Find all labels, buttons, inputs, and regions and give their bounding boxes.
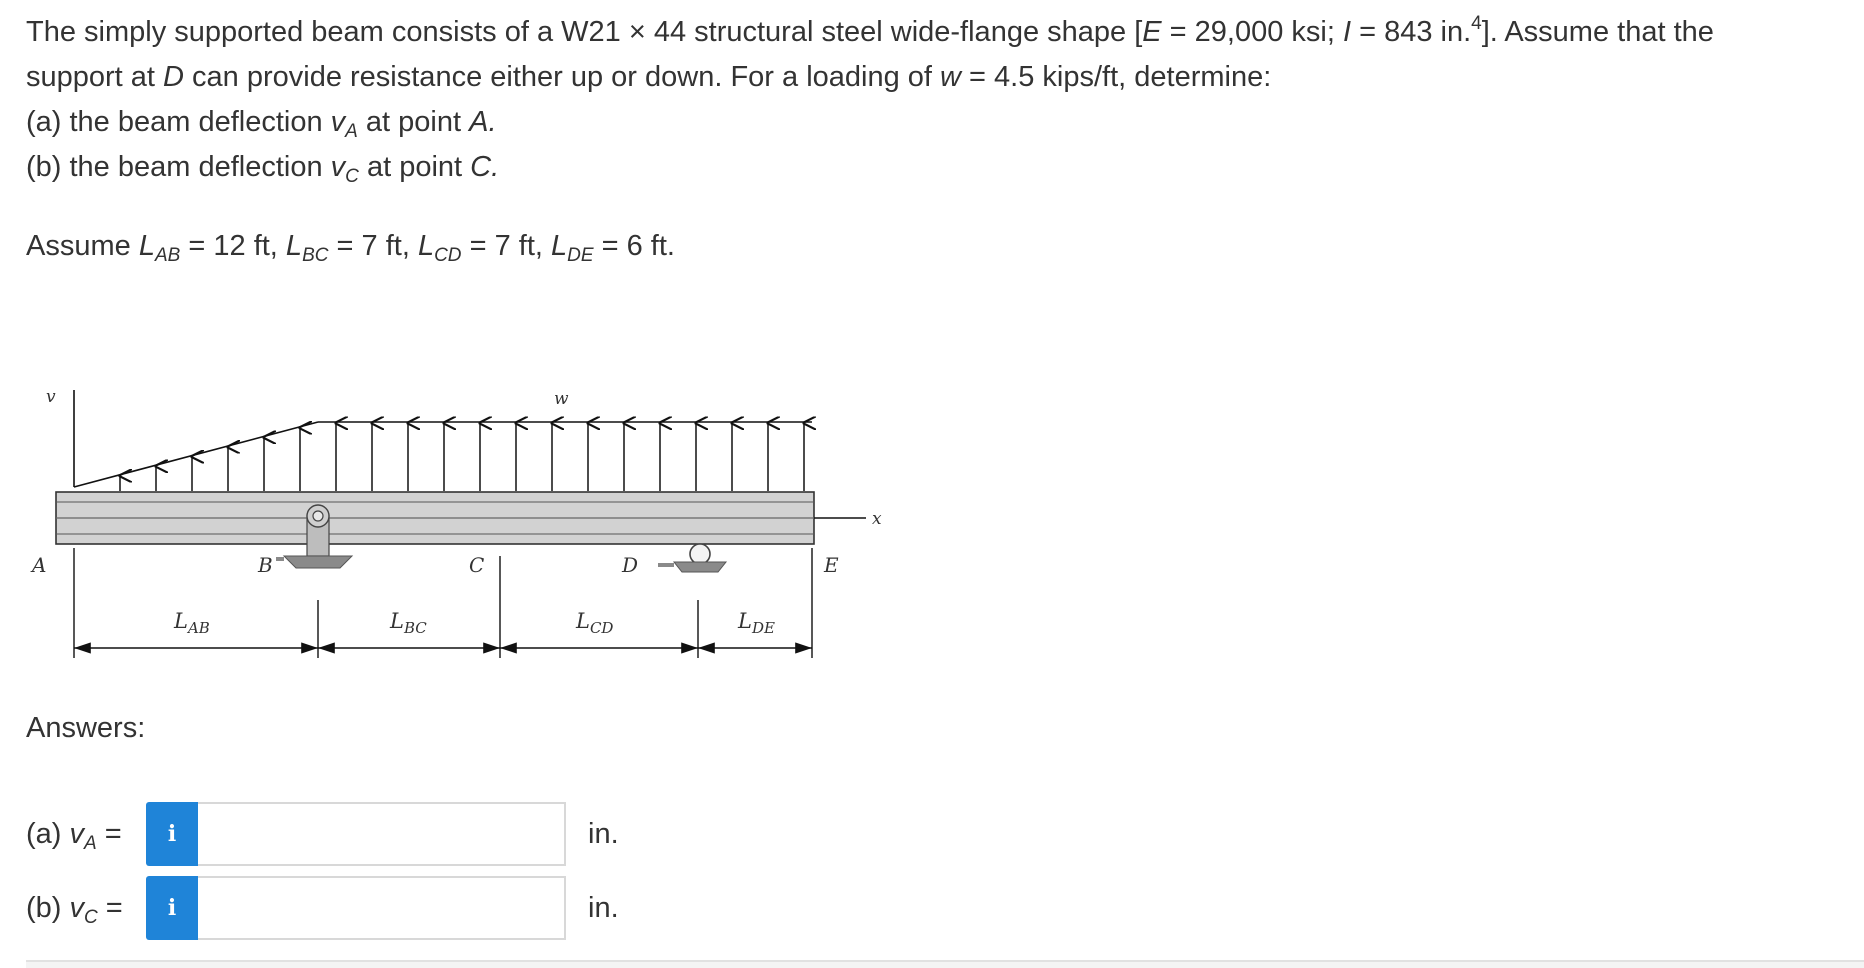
period: . bbox=[491, 151, 500, 183]
label-eq: = bbox=[96, 817, 122, 850]
label-eq: = bbox=[97, 891, 123, 924]
label-var: v bbox=[69, 817, 84, 850]
label-sub: A bbox=[84, 832, 97, 854]
point-E-label: E bbox=[824, 553, 839, 577]
problem-text: at point bbox=[357, 106, 470, 138]
assumption-line bbox=[26, 230, 675, 266]
v-axis-label: v bbox=[46, 387, 56, 407]
answer-row-b bbox=[26, 876, 619, 940]
length-symbol: L bbox=[285, 230, 303, 262]
label-text: (a) bbox=[26, 817, 70, 850]
problem-text: ]. Assume that the bbox=[1481, 16, 1714, 48]
point-A-label: A bbox=[32, 553, 47, 577]
answer-b-input[interactable] bbox=[198, 876, 566, 940]
length-symbol: L bbox=[551, 230, 568, 262]
exponent: 4 bbox=[1471, 13, 1482, 34]
length-value: = 6 ft. bbox=[593, 230, 675, 262]
answer-a-input[interactable] bbox=[198, 802, 566, 866]
problem-text: = 4.5 kips/ft, determine: bbox=[960, 61, 1272, 93]
answer-b-unit: in. bbox=[588, 891, 619, 924]
x-axis-label: x bbox=[872, 509, 882, 529]
problem-line-1 bbox=[26, 10, 1836, 55]
problem-text: can provide resistance either up or down. For a loading of bbox=[183, 61, 941, 93]
load-arrows bbox=[120, 423, 804, 491]
dim-label-CD: $L_{CD}$ bbox=[576, 609, 614, 637]
subscript: CD bbox=[434, 245, 462, 266]
problem-line-2 bbox=[26, 55, 1836, 100]
dim-label-AB: $L_{AB}$ bbox=[174, 609, 210, 637]
point-symbol: A bbox=[469, 106, 489, 138]
beam-figure bbox=[26, 372, 926, 672]
info-icon[interactable]: i bbox=[146, 876, 198, 940]
problem-text: The simply supported beam consists of a W21 × 44 structural steel wide-flange shape [ bbox=[26, 16, 1143, 48]
subscript: A bbox=[345, 121, 358, 142]
point-B-label: B bbox=[258, 553, 273, 577]
period: . bbox=[488, 106, 497, 138]
info-icon[interactable]: i bbox=[146, 802, 198, 866]
answer-a-unit: in. bbox=[588, 817, 619, 850]
length-value: = 7 ft, bbox=[328, 230, 418, 262]
answer-a-label bbox=[26, 817, 146, 854]
length-value: = 7 ft, bbox=[461, 230, 551, 262]
assume-text: Assume bbox=[26, 230, 139, 262]
inertia-symbol: I bbox=[1342, 16, 1352, 48]
problem-text: (a) the beam deflection bbox=[26, 106, 331, 138]
dim-label-BC: $L_{BC}$ bbox=[390, 609, 427, 637]
point-symbol: D bbox=[163, 61, 184, 93]
answers-heading: Answers: bbox=[26, 712, 146, 744]
subscript: BC bbox=[302, 245, 329, 266]
problem-statement bbox=[26, 10, 1836, 190]
length-symbol: L bbox=[138, 230, 155, 262]
problem-text: = 29,000 ksi; bbox=[1161, 16, 1343, 48]
subscript: DE bbox=[567, 245, 594, 266]
part-b-question bbox=[26, 145, 1836, 190]
length-value: = 12 ft, bbox=[180, 230, 286, 262]
answer-row-a bbox=[26, 802, 619, 866]
label-sub: C bbox=[84, 906, 98, 928]
load-label: w bbox=[554, 389, 569, 409]
subscript: C bbox=[345, 166, 359, 187]
point-C-label: C bbox=[469, 553, 485, 577]
answer-b-label bbox=[26, 891, 146, 928]
problem-text: = 843 in. bbox=[1351, 16, 1472, 48]
deflection-symbol: v bbox=[330, 151, 346, 183]
distributed-load bbox=[74, 422, 812, 487]
label-text: (b) bbox=[26, 891, 70, 924]
roller-support-D bbox=[658, 544, 726, 572]
deflection-symbol: v bbox=[330, 106, 346, 138]
point-D-label: D bbox=[622, 553, 639, 577]
load-symbol: w bbox=[940, 61, 961, 93]
bottom-divider bbox=[26, 960, 1864, 968]
subscript: AB bbox=[154, 245, 181, 266]
point-symbol: C bbox=[470, 151, 492, 183]
part-a-question bbox=[26, 100, 1836, 145]
problem-text: at point bbox=[358, 151, 471, 183]
label-var: v bbox=[69, 891, 84, 924]
problem-text: (b) the beam deflection bbox=[26, 151, 331, 183]
beam bbox=[56, 492, 814, 544]
length-symbol: L bbox=[417, 230, 435, 262]
problem-text: support at bbox=[26, 61, 164, 93]
dim-label-DE: $L_{DE}$ bbox=[738, 609, 775, 637]
modulus-symbol: E bbox=[1142, 16, 1162, 48]
